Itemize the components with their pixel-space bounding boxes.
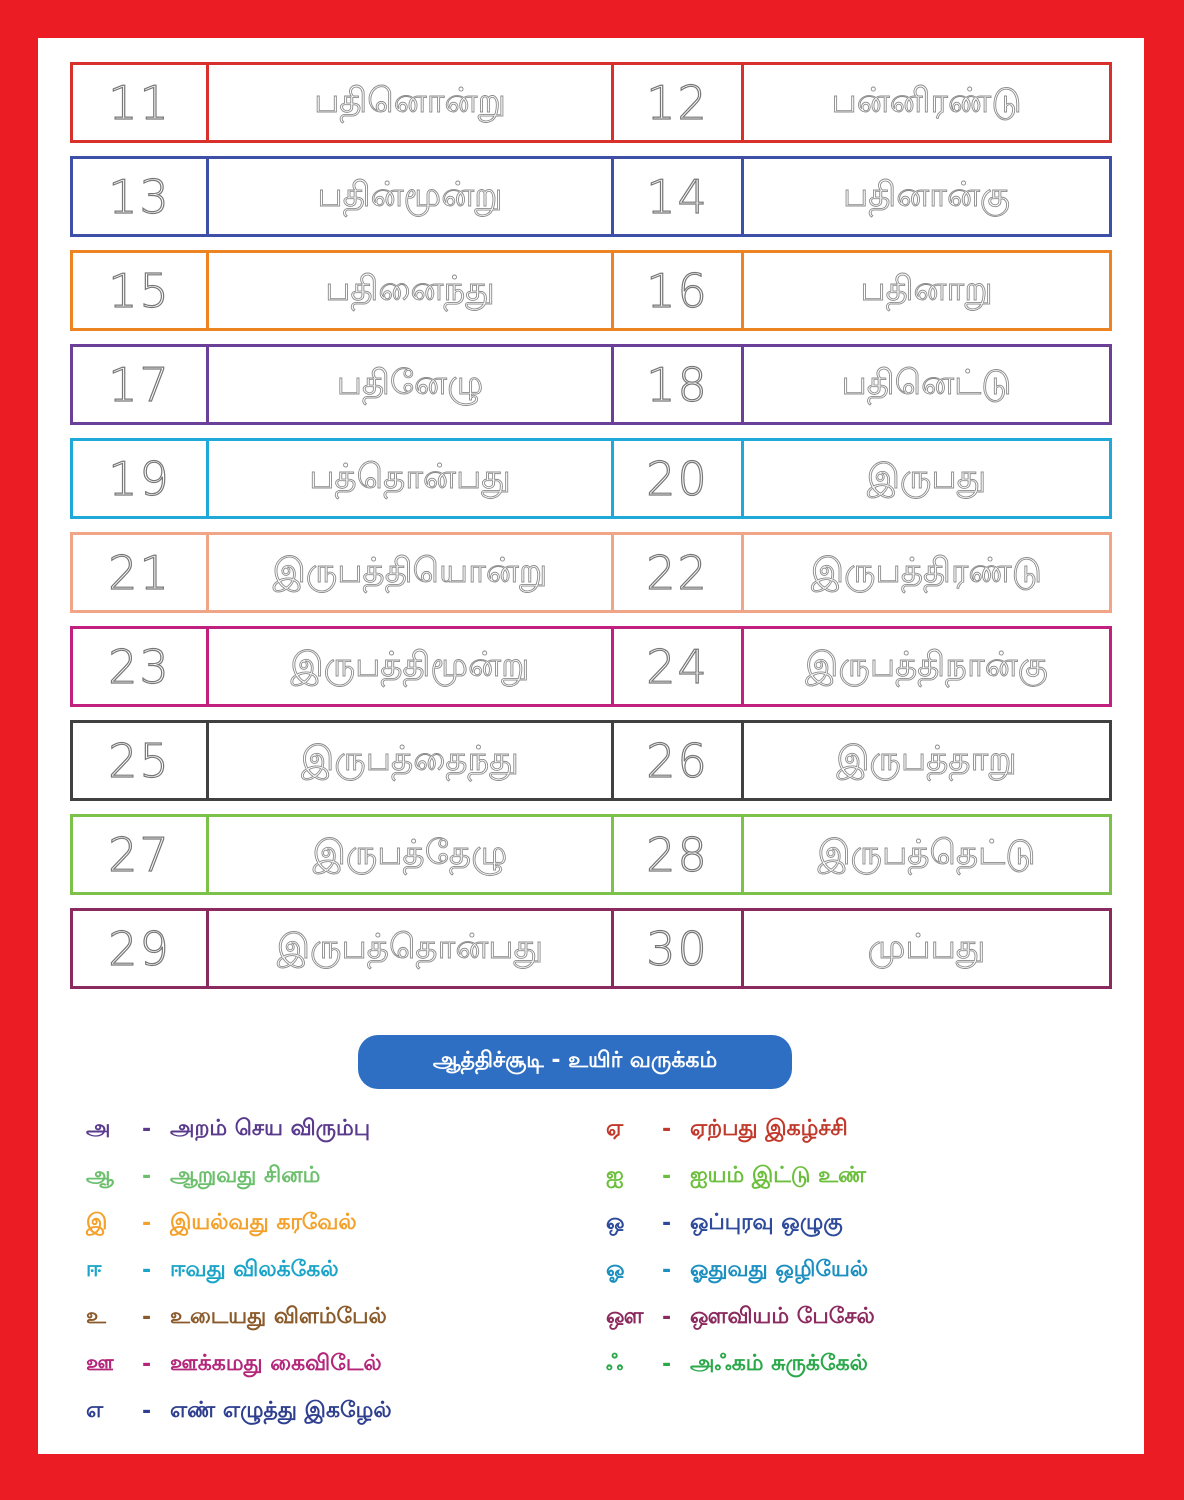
table-row [70,250,1112,331]
vowel-letter: ஆ [86,1162,114,1188]
dash-separator: - [662,1258,672,1283]
number-word-cell: இருபது [866,456,987,497]
aathichudi-verse: ஒப்புரவு ஒழுகு [690,1209,843,1235]
table-row [70,532,1112,613]
aathichudi-verse: உடையது விளம்பேல் [170,1303,387,1329]
number-word-cell: பதினெட்டு [841,362,1012,403]
number-cell: 13 [73,159,209,234]
number-cell: 24 [614,629,744,704]
vowel-letter: ஏ [606,1115,624,1141]
table-row [70,62,1112,143]
number-cell: 17 [73,347,209,422]
number-word-cell: பன்னிரண்டு [831,80,1022,121]
worksheet-page [38,38,1144,1454]
number-cell: 27 [73,817,209,892]
dash-separator: - [142,1399,152,1424]
vowel-letter: ஃ [606,1350,624,1376]
aathichudi-verse: ஊக்கமது கைவிடேல் [170,1350,382,1376]
dash-separator: - [662,1352,672,1377]
number-cell: 25 [73,723,209,798]
number-word-cell: இருபத்தெட்டு [817,832,1036,873]
number-word-cell: இருபத்தாறு [836,738,1017,779]
number-cell: 11 [73,65,209,140]
aathichudi-verse: எண் எழுத்து இகழேல் [170,1397,392,1423]
aathichudi-line [606,1247,1126,1294]
dash-separator: - [142,1164,152,1189]
number-word-cell: இருபத்திநான்கு [805,644,1048,685]
number-cell: 16 [614,253,744,328]
dash-separator: - [142,1352,152,1377]
number-word-cell: பதினொன்று [209,65,614,140]
aathichudi-verse: ஔவியம் பேசேல் [690,1303,875,1329]
number-cell: 28 [614,817,744,892]
vowel-letter: ஔ [606,1303,644,1329]
aathichudi-verse: ஐயம் இட்டு உண் [690,1162,867,1188]
aathichudi-verse: அறம் செய விரும்பு [170,1115,371,1141]
number-word-cell: இருபத்தேழு [209,817,614,892]
aathichudi-line [606,1341,1126,1388]
number-cell: 20 [614,441,744,516]
number-words-table [70,62,1112,1002]
number-word-cell: பதினைந்து [209,253,614,328]
aathichudi-line [86,1247,586,1294]
vowel-letter: எ [86,1397,104,1423]
number-cell: 19 [73,441,209,516]
dash-separator: - [662,1211,672,1236]
aathichudi-line [86,1106,586,1153]
number-word-cell: பதின்மூன்று [209,159,614,234]
aathichudi-line [606,1294,1126,1341]
aathichudi-left-column [86,1106,586,1435]
number-word-cell: பதினாறு [860,268,993,309]
number-cell: 30 [614,911,744,986]
number-word-cell: இருபத்திமூன்று [209,629,614,704]
number-cell: 14 [614,159,744,234]
table-row [70,626,1112,707]
table-row [70,438,1112,519]
table-row [70,344,1112,425]
table-row [70,814,1112,895]
table-row [70,720,1112,801]
number-cell: 15 [73,253,209,328]
dash-separator: - [142,1211,152,1236]
number-cell: 26 [614,723,744,798]
aathichudi-verse: ஈவது விலக்கேல் [170,1256,339,1282]
aathichudi-line [86,1294,586,1341]
dash-separator: - [662,1164,672,1189]
aathichudi-line [86,1341,586,1388]
number-word-cell: பதினேழு [209,347,614,422]
number-cell: 21 [73,535,209,610]
number-word-cell: முப்பது [867,926,986,967]
dash-separator: - [142,1258,152,1283]
table-row [70,908,1112,989]
number-word-cell: இருபத்திரண்டு [810,550,1043,591]
aathichudi-verse: ஆறுவது சினம் [170,1162,321,1188]
aathichudi-verse: அஃகம் சுருக்கேல் [690,1350,868,1376]
table-row [70,156,1112,237]
vowel-letter: ஈ [86,1256,102,1282]
aathichudi-right-column [606,1106,1126,1388]
aathichudi-title: ஆத்திச்சூடி - உயிர் வருக்கம் [432,1048,718,1073]
dash-separator: - [142,1117,152,1142]
aathichudi-verse: ஏற்பது இகழ்ச்சி [690,1115,848,1141]
aathichudi-line [606,1200,1126,1247]
dash-separator: - [142,1305,152,1330]
aathichudi-line [86,1388,586,1435]
number-word-cell: இருபத்தைந்து [209,723,614,798]
number-cell: 12 [614,65,744,140]
aathichudi-line [86,1200,586,1247]
number-cell: 18 [614,347,744,422]
number-word-cell: இருபத்தியொன்று [209,535,614,610]
number-word-cell: இருபத்தொன்பது [209,911,614,986]
number-word-cell: பதினான்கு [843,174,1010,215]
aathichudi-verse: ஓதுவது ஒழியேல் [690,1256,869,1282]
aathichudi-line [86,1153,586,1200]
aathichudi-line [606,1153,1126,1200]
vowel-letter: ஊ [86,1350,114,1376]
number-cell: 22 [614,535,744,610]
vowel-letter: ஒ [606,1209,625,1235]
vowel-letter: ஓ [606,1256,625,1282]
vowel-letter: உ [86,1303,106,1329]
dash-separator: - [662,1305,672,1330]
aathichudi-title-banner [358,1035,792,1089]
number-word-cell: பத்தொன்பது [209,441,614,516]
vowel-letter: அ [86,1115,111,1141]
vowel-letter: ஐ [606,1162,624,1188]
aathichudi-line [606,1106,1126,1153]
aathichudi-verse: இயல்வது கரவேல் [170,1209,357,1235]
number-cell: 23 [73,629,209,704]
number-cell: 29 [73,911,209,986]
vowel-letter: இ [86,1209,108,1235]
dash-separator: - [662,1117,672,1142]
